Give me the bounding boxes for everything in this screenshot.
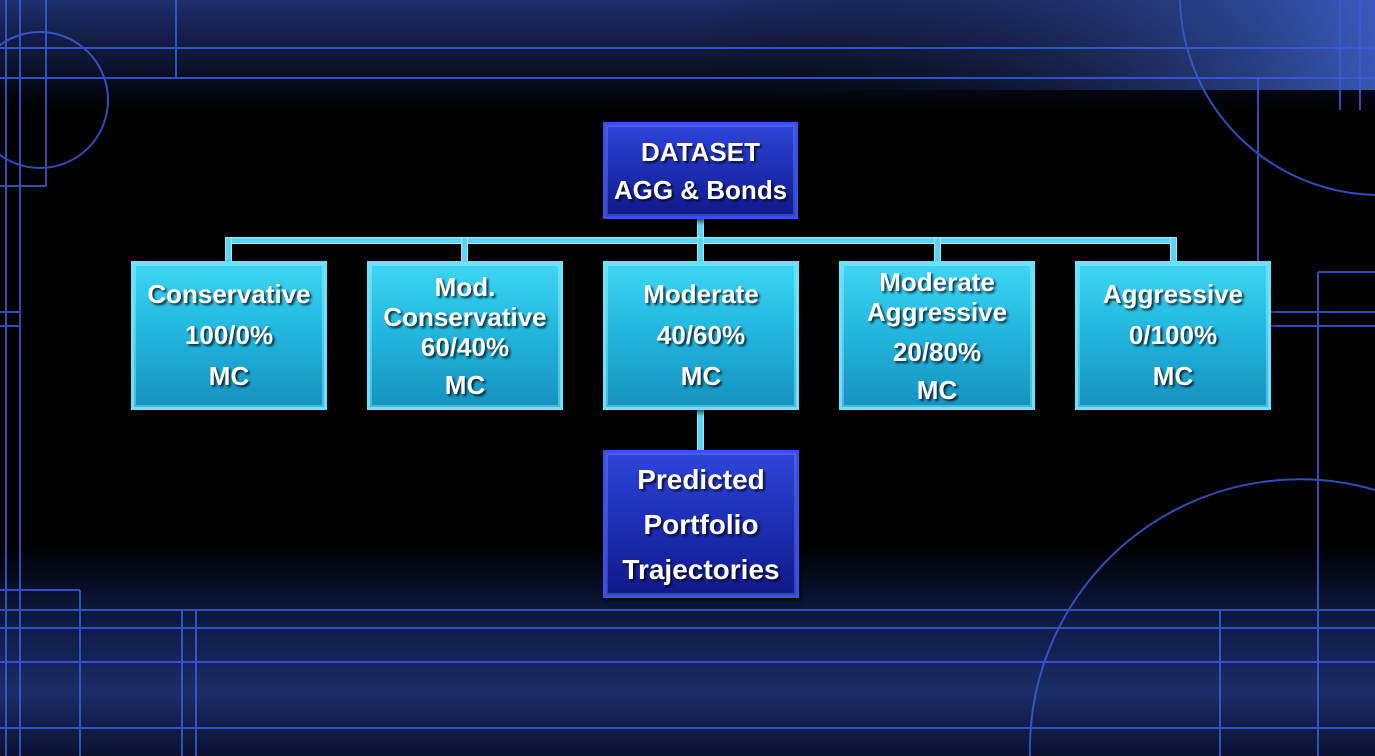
- moderate-aggressive-node-line-1: Moderate: [879, 266, 995, 297]
- mod-conservative-drop-connector: [461, 237, 468, 263]
- mod-conservative-node-line-4: MC: [444, 369, 486, 400]
- moderate-to-output-connector: [697, 408, 704, 452]
- aggressive-node-line-2: 0/100%: [1128, 320, 1218, 350]
- conservative-drop-connector: [225, 237, 232, 263]
- moderate-aggressive-node: [839, 261, 1035, 410]
- moderate-aggressive-node-line-4: MC: [916, 374, 958, 405]
- predicted-trajectories-node: [603, 450, 799, 598]
- aggressive-node-line-3: MC: [1152, 361, 1194, 391]
- conservative-node-line-2: 100/0%: [184, 320, 274, 350]
- conservative-node-line-3: MC: [208, 361, 250, 391]
- moderate-aggressive-node-line-2: Aggressive: [866, 296, 1008, 327]
- dataset-node-line-1: DATASET: [641, 136, 760, 167]
- dataset-node-line-2: AGG & Bonds: [613, 174, 788, 205]
- predicted-trajectories-line-3: Trajectories: [622, 553, 780, 585]
- moderate-node-line-2: 40/60%: [656, 320, 746, 350]
- mod-conservative-node-line-3: 60/40%: [420, 331, 510, 362]
- moderate-aggressive-node-line-3: 20/80%: [892, 336, 982, 367]
- moderate-node: [603, 261, 799, 410]
- conservative-node-line-1: Conservative: [147, 279, 311, 309]
- moderate-node-line-3: MC: [680, 361, 722, 391]
- aggressive-node-line-1: Aggressive: [1102, 279, 1244, 309]
- mod-conservative-node: [367, 261, 563, 410]
- conservative-node: [131, 261, 327, 410]
- mod-conservative-node-line-1: Mod.: [434, 271, 496, 302]
- aggressive-drop-connector: [1170, 237, 1177, 263]
- aggressive-node: [1075, 261, 1271, 410]
- dataset-node: [603, 122, 798, 219]
- moderate-node-line-1: Moderate: [643, 279, 759, 309]
- predicted-trajectories-line-1: Predicted: [637, 463, 765, 495]
- moderate-drop-connector: [697, 237, 704, 263]
- mod-conservative-node-line-2: Conservative: [383, 301, 547, 332]
- predicted-trajectories-line-2: Portfolio: [643, 508, 759, 540]
- moderate-aggressive-drop-connector: [934, 237, 941, 263]
